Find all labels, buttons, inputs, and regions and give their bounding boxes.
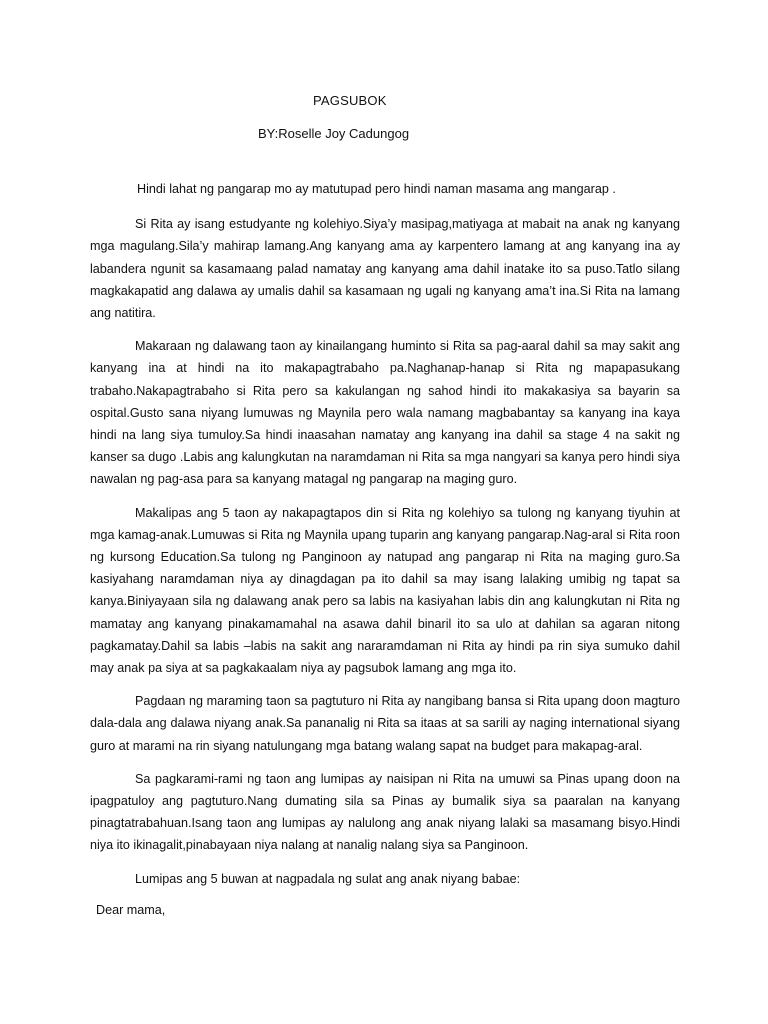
paragraph-4: Pagdaan ng maraming taon sa pagtuturo ni Rita ay nangibang bansa si Rita upang doon magturo dala-dala ang dalawa niyang anak.Sa pananalig ni Rita sa itaas at sa sarili ay naging international siyang guro at marami na rin siyang natulungang mga batang walang sapat na budget para makapag-aral. [90,694,680,753]
paragraph-3: Makalipas ang 5 taon ay nakapagtapos din si Rita ng kolehiyo sa tulong ng kanyang tiyuhin at mga kamag-anak.Lumuwas si Rita ng Maynila upang tuparin ang kanyang pangarap.Nag-aral si Rita roon ng kursong Education.Sa tulong ng Panginoon ay natupad ang pangarap ni Rita na maging guro.Sa kasiyahang naramdaman niya ay dinagdagan pa ito dahil sa may isang lalaking umibig ng tapat sa kanya.Biniyayaan sila ng dalawang anak pero sa labis na kasiyahan labis din ang kalungkutan ni Rita ng mamatay ang kanyang pinakamamahal na asawa dahil binaril ito sa ulo at dahilan sa agaran nitong pagkamatay.Dahil sa labis –labis na sakit ang nararamdaman ni Rita ay hindi pa rin siya sumuko dahil may anak pa siya at sa pagkakaalam niya ay pagsubok lamang ang mga ito. [90,505,680,676]
letter-salutation: Dear mama, [96,902,166,917]
paragraph-5: Sa pagkarami-rami ng taon ang lumipas ay naisipan ni Rita na umuwi sa Pinas upang doon na ipagpatuloy ang pagtuturo.Nang dumating sila sa Pinas ay bumalik siya sa paaralan na kanyang pinagtatrabahuan.Isang taon ang lumipas ay nalulong ang anak niyang lalaki sa masamang bisyo.Hindi niya ito ikinagalit,pinabayaan niya nalang at nanalig nalang siya sa Panginoon. [90,771,680,853]
paragraph-6: Lumipas ang 5 buwan at nagpadala ng sulat ang anak niyang babae: [135,871,521,886]
paragraph-1: Si Rita ay isang estudyante ng kolehiyo.Siya’y masipag,matiyaga at mabait na anak ng kanyang mga magulang.Sila’y mahirap lamang.Ang kanyang ama ay karpentero lamang at ang kanyang ina ay labandera ngunit sa kasamaang palad namatay ang kanyang ama dahil inatake ito sa puso.Tatlo silang magkakapatid ang dalawa ay umalis dahil sa kasamaan ng ugali ng kanyang ama’t ina.Si Rita na lamang ang natitira. [90,217,680,321]
intro-line: Hindi lahat ng pangarap mo ay matutupad pero hindi naman masama ang mangarap . [137,182,616,196]
paragraph-2: Makaraan ng dalawang taon ay kinailangang huminto si Rita sa pag-aaral dahil sa may sakit ang kanyang ina at hindi na ito makapagtrabaho pa.Naghanap-hanap si Rita ng mapapasukang trabaho.Nakapagtrabaho si Rita pero sa kakulangan ng sahod hindi ito makakasiya sa bayarin sa ospital.Gusto sana niyang lumuwas ng Maynila pero wala namang magbabantay sa kanyang ina kaya hindi na lang siya tumuloy.Sa hindi inaasahan namatay ang kanyang ina dahil sa stage 4 na sakit ng kanser sa dugo .Labis ang kalungkutan na naramdaman ni Rita sa mga nangyari sa kanya pero hindi siya nawalan ng pag-asa para sa kanyang matagal ng pangarap na maging guro. [90,339,680,487]
document-author: BY:Roselle Joy Cadungog [258,126,410,141]
document-body [90,178,680,932]
document-title: PAGSUBOK [313,93,387,108]
